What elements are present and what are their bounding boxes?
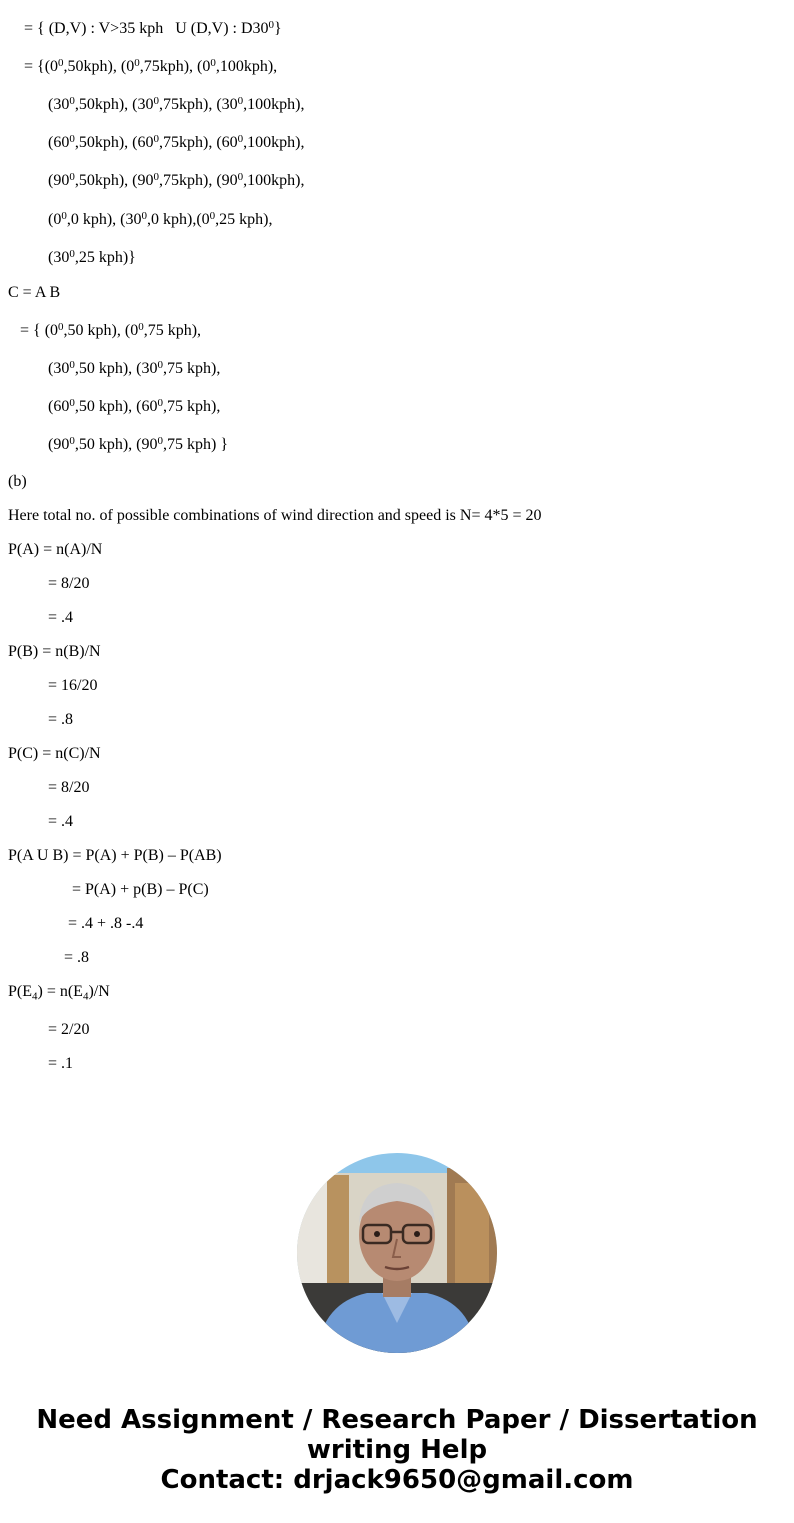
cta-line-1: Need Assignment / Research Paper / Dissertation bbox=[36, 1405, 758, 1435]
set-c-line: = { ($0^0,50$ kph), ($0^0,75$ kph), bbox=[20, 321, 202, 339]
prob-a-result: = .4 bbox=[48, 609, 74, 626]
set-listing-line: $(60^0,50kph)$, $(60^0,75kph)$, $(60^0,100kph)$, bbox=[48, 133, 305, 151]
cta-line-2: writing Help bbox=[306, 1435, 488, 1465]
set-listing-line: ($0^0,0$ kph), ($30^0,0$ $kph),(0^0,25$ kph), bbox=[48, 210, 273, 228]
prob-union-step: = .4 + .8 -.4 bbox=[68, 915, 144, 932]
prob-a-formula: P(A) = n(A)/N bbox=[8, 541, 103, 558]
prob-c-step: = 8/20 bbox=[48, 779, 90, 796]
prob-e4-result: = .1 bbox=[48, 1055, 74, 1072]
set-listing-line: ($30^0,25$ kph)} bbox=[48, 248, 136, 266]
prob-union-result: = .8 bbox=[64, 949, 90, 966]
part-b-heading: (b) bbox=[8, 473, 27, 490]
prob-a-step: = 8/20 bbox=[48, 575, 90, 592]
prob-b-step: = 16/20 bbox=[48, 677, 98, 694]
set-listing-line: = {$(0^0,50kph)$, $(0^0,75kph)$, $(0^0,100kph)$, bbox=[24, 57, 278, 75]
set-c-line: ($60^0,50$ kph), ($60^0,75$ kph), bbox=[48, 397, 221, 415]
c-definition: C = A B bbox=[8, 284, 61, 301]
prob-union-step: = P(A) + p(B) – P(C) bbox=[72, 881, 209, 898]
prob-b-formula: P(B) = n(B)/N bbox=[8, 643, 101, 660]
prob-e4-step: = 2/20 bbox=[48, 1021, 90, 1038]
prob-b-result: = .8 bbox=[48, 711, 74, 728]
prob-c-formula: P(C) = n(C)/N bbox=[8, 745, 101, 762]
set-listing-line: $(90^0,50kph)$, $(90^0,75kph)$, $(90^0,100kph)$, bbox=[48, 171, 305, 189]
author-photo bbox=[297, 1153, 497, 1353]
set-listing-line: $(30^0,50kph)$, $(30^0,75kph)$, $(30^0,100kph)$, bbox=[48, 95, 305, 113]
author-photo-illustration bbox=[297, 1153, 497, 1353]
total-combinations-text: Here total no. of possible combinations of wind direction and speed is N= 4*5 = 20 bbox=[8, 507, 542, 524]
prob-c-result: = .4 bbox=[48, 813, 74, 830]
set-c-line: ($90^0,50$ kph), ($90^0,75$ kph) } bbox=[48, 435, 228, 453]
prob-e4-formula: $P(E_4) = n(E_4)/N$ bbox=[8, 983, 110, 1003]
set-a-union-line: = { (D,V) : V>35 kph U (D,V) : $D30^0$} bbox=[24, 19, 282, 37]
set-c-line: ($30^0,50$ kph), ($30^0,75$ kph), bbox=[48, 359, 221, 377]
contact-email[interactable]: Contact: drjack9650@gmail.com bbox=[160, 1465, 634, 1495]
prob-union-formula: P(A U B) = P(A) + P(B) – P(AB) bbox=[8, 847, 222, 864]
